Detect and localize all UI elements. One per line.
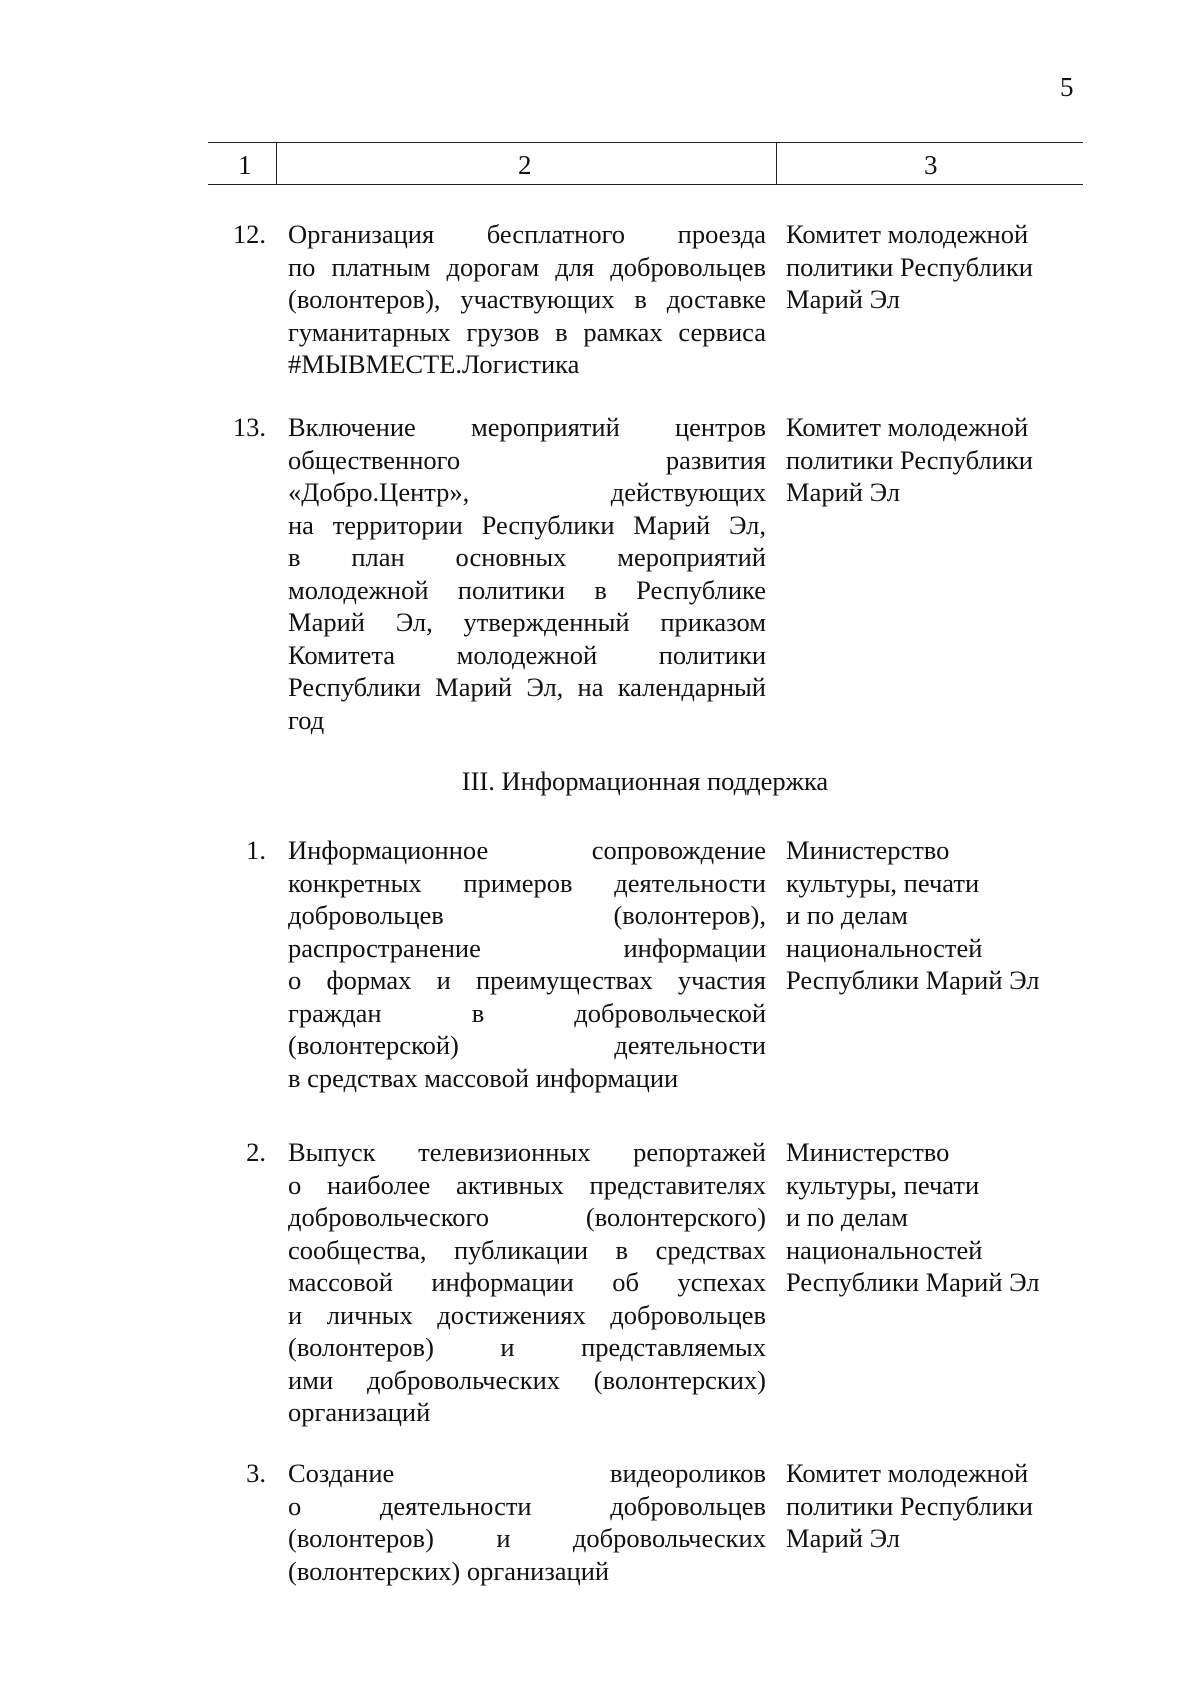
row-description bbox=[288, 1136, 766, 1429]
section-title: III. Информационная поддержка bbox=[461, 766, 829, 796]
row-number: 12. bbox=[232, 219, 266, 249]
header-divider-1 bbox=[276, 142, 277, 185]
row-responsible bbox=[786, 1136, 1106, 1299]
desc-line: о формах и преимуществах участия bbox=[288, 965, 766, 995]
resp-line: национальностей bbox=[786, 932, 983, 963]
header-divider-2 bbox=[776, 142, 777, 185]
desc-line: конкретных примеров деятельности bbox=[288, 867, 766, 898]
resp-line: и по делам bbox=[786, 900, 908, 930]
desc-line: сообщества, публикации в средствах bbox=[288, 1234, 766, 1265]
row-description bbox=[288, 1457, 766, 1587]
desc-line: общественного развития bbox=[288, 444, 766, 475]
desc-line: распространение информации bbox=[288, 932, 766, 963]
row-responsible bbox=[786, 218, 1106, 316]
resp-line: политики Республики bbox=[786, 251, 1033, 282]
resp-line: Комитет молодежной bbox=[786, 412, 1029, 442]
resp-line: культуры, печати bbox=[786, 1169, 980, 1200]
header-bottom-rule bbox=[208, 184, 1083, 185]
row-description bbox=[288, 218, 766, 381]
row-description bbox=[288, 834, 766, 1094]
desc-line: в план основных мероприятий bbox=[288, 542, 766, 572]
desc-line: (волонтеров) и представляемых bbox=[288, 1332, 766, 1362]
desc-line: по платным дорогам для добровольцев bbox=[288, 251, 766, 282]
row-number: 2. bbox=[246, 1137, 266, 1167]
desc-line: Выпуск телевизионных репортажей bbox=[288, 1137, 766, 1167]
desc-line: Комитета молодежной политики bbox=[288, 639, 766, 670]
resp-line: и по делам bbox=[786, 1202, 908, 1232]
row-description bbox=[288, 411, 766, 736]
desc-line: Создание видеороликов bbox=[288, 1458, 766, 1488]
desc-line: (волонтерских) организаций bbox=[288, 1555, 610, 1586]
resp-line: Комитет молодежной bbox=[786, 219, 1029, 249]
resp-line: Министерство bbox=[786, 835, 950, 865]
resp-line: Министерство bbox=[786, 1137, 950, 1167]
row-number: 1. bbox=[246, 835, 266, 865]
desc-line: #МЫВМЕСТЕ.Логистика bbox=[288, 349, 580, 379]
desc-line: массовой информации об успехах bbox=[288, 1267, 766, 1297]
desc-line: (волонтеров), участвующих в доставке bbox=[288, 284, 766, 314]
desc-line: (волонтеров) и добровольческих bbox=[288, 1523, 766, 1553]
desc-line: добровольцев (волонтеров), bbox=[288, 900, 766, 930]
desc-line: Республики Марий Эл, на календарный bbox=[288, 672, 766, 702]
desc-line: на территории Республики Марий Эл, bbox=[288, 509, 766, 540]
desc-line: год bbox=[288, 704, 325, 735]
desc-line: организаций bbox=[288, 1397, 431, 1427]
desc-line: гуманитарных грузов в рамках сервиса bbox=[288, 316, 766, 347]
row-responsible bbox=[786, 1457, 1106, 1555]
desc-line: о деятельности добровольцев bbox=[288, 1490, 766, 1521]
desc-line: ими добровольческих (волонтерских) bbox=[288, 1364, 766, 1395]
header-top-rule bbox=[208, 142, 1083, 143]
page-number: 5 bbox=[1060, 72, 1074, 102]
desc-line: Включение мероприятий центров bbox=[288, 412, 766, 442]
row-number: 3. bbox=[246, 1458, 266, 1488]
desc-line: Информационное сопровождение bbox=[288, 835, 766, 865]
header-col-1: 1 bbox=[238, 150, 252, 180]
row-number: 13. bbox=[232, 412, 266, 442]
table-header bbox=[208, 142, 1083, 186]
resp-line: Республики Марий Эл bbox=[786, 1267, 1040, 1297]
resp-line: культуры, печати bbox=[786, 867, 980, 898]
resp-line: Марий Эл bbox=[786, 1523, 900, 1553]
desc-line: и личных достижениях добровольцев bbox=[288, 1299, 766, 1330]
desc-line: Организация бесплатного проезда bbox=[288, 219, 766, 249]
desc-line: «Добро.Центр», действующих bbox=[288, 477, 766, 507]
resp-line: политики Республики bbox=[786, 1490, 1033, 1521]
resp-line: Марий Эл bbox=[786, 284, 900, 314]
row-responsible bbox=[786, 411, 1106, 509]
desc-line: (волонтерской) деятельности bbox=[288, 1030, 766, 1060]
resp-line: Республики Марий Эл bbox=[786, 965, 1040, 995]
header-col-3: 3 bbox=[924, 150, 938, 180]
row-responsible bbox=[786, 834, 1106, 997]
header-col-2: 2 bbox=[518, 150, 532, 180]
resp-line: национальностей bbox=[786, 1234, 983, 1265]
resp-line: Марий Эл bbox=[786, 477, 900, 507]
desc-line: о наиболее активных представителях bbox=[288, 1169, 766, 1200]
desc-line: в средствах массовой информации bbox=[288, 1062, 679, 1093]
resp-line: Комитет молодежной bbox=[786, 1458, 1029, 1488]
desc-line: граждан в добровольческой bbox=[288, 997, 766, 1028]
desc-line: Марий Эл, утвержденный приказом bbox=[288, 607, 766, 637]
desc-line: добровольческого (волонтерского) bbox=[288, 1202, 766, 1232]
desc-line: молодежной политики в Республике bbox=[288, 574, 766, 605]
resp-line: политики Республики bbox=[786, 444, 1033, 475]
